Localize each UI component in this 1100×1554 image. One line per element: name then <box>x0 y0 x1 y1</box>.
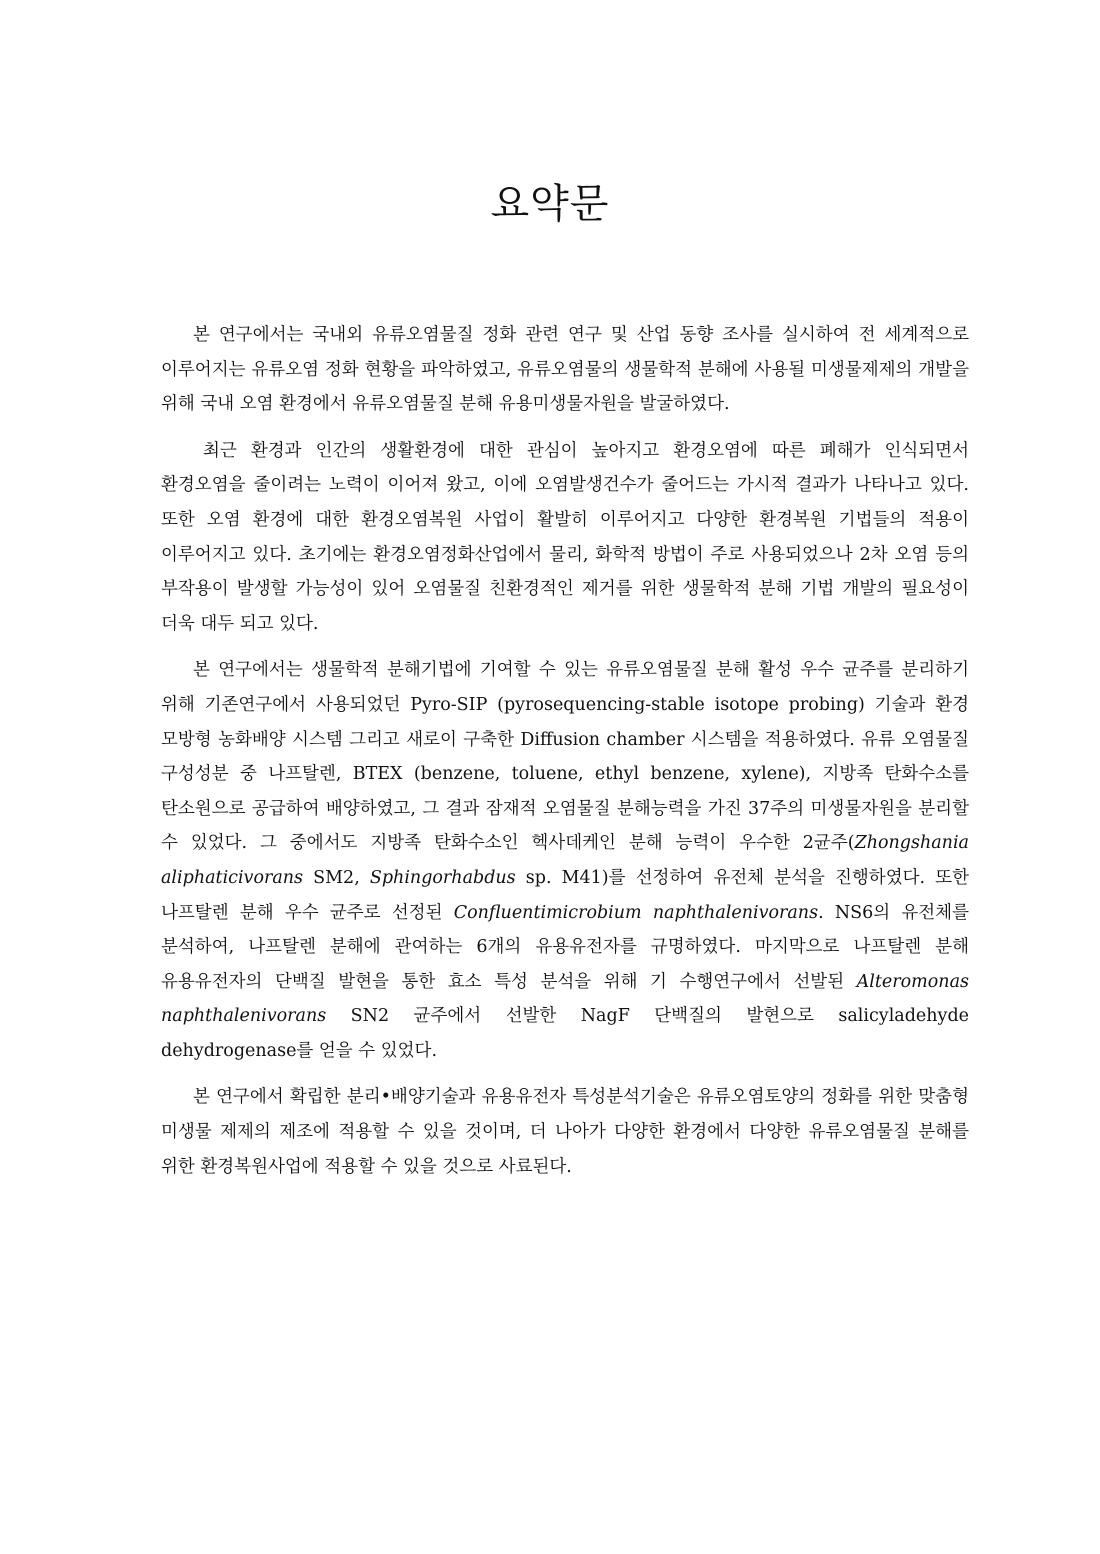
paragraph-text: sp. M41)를 선정하여 유전체 분석을 진행하였다. 또한 나프탈렌 분해 우수 균주로 선정된 <box>161 867 969 923</box>
abstract-body <box>161 318 969 1196</box>
italic-species-name: Sphingorhabdus <box>369 867 516 888</box>
paragraph-text: . NS6의 유전체를 분석하여, 나프탈렌 분해에 관여하는 6개의 유용유전자를 규명하였다. 마지막으로 나프탈렌 분해 유용유전자의 단백질 발현을 통한 효소 특성 분석을 위해 기 수행연구에서 선발된 <box>161 902 969 992</box>
paragraph-text: 본 연구에서는 생물학적 분해기법에 기여할 수 있는 유류오염물질 분해 활성 우수 균주를 분리하기 위해 기존연구에서 사용되었던 Pyro-SIP (pyrosequencing-stable isotope probing) 기술과 환경 모방형 농화배양 시스템 그리고 새로이 구축한 Diffusion chamber 시스템을 적용하였다. 유류 오염물질 구성성분 중 나프탈렌, BTEX (benzene, toluene, ethyl benzene, xylene), 지방족 탄화수소를 탄소원으로 공급하여 배양하였고, 그 결과 잠재적 오염물질 분해능력을 가진 37주의 미생물자원을 분리할 수 있었다. 그 중에서도 지방족 탄화수소인 헥사데케인 분해 능력이 우수한 2균주( <box>161 660 969 854</box>
italic-species-name: Zhongshania aliphaticivorans <box>161 833 969 888</box>
paragraph-text: 본 연구에서 확립한 분리•배양기술과 유용유전자 특성분석기술은 유류오염토양의 정화를 위한 맞춤형 미생물 제제의 제조에 적용할 수 있을 것이며, 더 나아가 다양한 환경에서 다양한 유류오염물질 분해를 위한 환경복원사업에 적용할 수 있을 것으로 사료된다. <box>161 1087 969 1177</box>
paragraph-text: SM2, <box>303 867 370 888</box>
paragraph-1 <box>161 318 969 422</box>
paragraph-text: 본 연구에서는 국내외 유류오염물질 정화 관련 연구 및 산업 동향 조사를 실시하여 전 세계적으로 이루어지는 유류오염 정화 현황을 파악하였고, 유류오염물의 생물학적 분해에 사용될 미생물제제의 개발을 위해 국내 오염 환경에서 유류오염물질 분해 유용미생물자원을 발굴하였다. <box>161 325 969 415</box>
italic-species-name: Confluentimicrobium naphthalenivorans <box>453 902 819 923</box>
paragraph-4 <box>161 1080 969 1184</box>
paragraph-text: SN2 균주에서 선발한 NagF 단백질의 발현으로 salicyladehyde dehydrogenase를 얻을 수 있었다. <box>161 1006 969 1061</box>
paragraph-text: 최근 환경과 인간의 생활환경에 대한 관심이 높아지고 환경오염에 따른 폐해가 인식되면서 환경오염을 줄이려는 노력이 이어져 왔고, 이에 오염발생건수가 줄어드는 가시적 결과가 나타나고 있다. 또한 오염 환경에 대한 환경오염복원 사업이 활발히 이루어지고 다양한 환경복원 기법들의 적용이 이루어지고 있다. 초기에는 환경오염정화산업에서 물리, 화학적 방법이 주로 사용되었으나 2차 오염 등의 부작용이 발생할 가능성이 있어 오염물질 친환경적인 제거를 위한 생물학적 분해 기법 개발의 필요성이 더욱 대두 되고 있다. <box>161 440 969 634</box>
italic-species-name: Alteromonas naphthalenivorans <box>161 971 969 1027</box>
page-title: 요약문 <box>490 181 610 227</box>
paragraph-3 <box>161 653 969 1068</box>
paragraph-2 <box>161 434 969 642</box>
